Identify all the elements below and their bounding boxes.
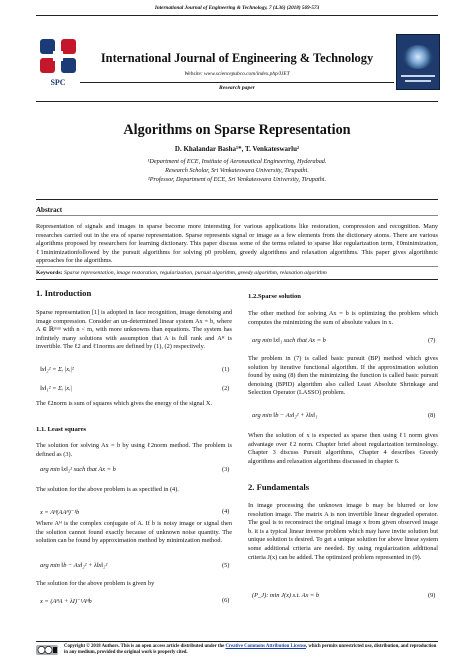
equation-5: arg min ‖b − Ax‖₂² + λ‖x‖₂² (40, 562, 108, 569)
copyright-text-end: , which permits unrestricted use, distribution, and reproduction in any medium, provided the original work is properly cited. (64, 644, 437, 656)
equation-6: x = (AᴴA + λI)⁻¹Aᴴb (40, 598, 92, 605)
license-link[interactable]: Creative Commons Attribution License (225, 644, 306, 649)
equation-number: (1) (222, 366, 230, 373)
abstract-text: Representation of signals and images in sparse become more interesting for various applications like restoration, compression and recognition. Many researches carried out in the era of sparse representation. Sparse represents signal or image as a few elements from the dictionary atoms. There are various algorithms proposed by researchers for learning dictionary. This paper discuss some of the terms related to sparse like regularization term, ℓ0minimization, ℓ1minimizationfollowed by the pursuit algorithms for solving p0 problem, greedy algorithms and relaxation algorithms. This paper gives algorithmic approaches for the algorithms. (36, 223, 438, 265)
fundamentals-paragraph: In image processing the unknown image b may be blurred or low resolution image. The matrix A is non invertible linear degraded operator. The goal is to reconstruct the original image x from given observed image b. it is a typical linear inverse problem which may have invite solution but unique solution is desired. To get a unique solution for above linear system some additional criteria are needed. By using regularization additional criteria J(x) can be added. The optimized problem represented in (9). (248, 502, 438, 561)
abstract-top-rule (36, 199, 438, 200)
section-heading-introduction: 1. Introduction (36, 288, 92, 298)
intro-paragraph: Sparse representation [1] is adopted in face recognition, image denoising and image compression. Consider an un-determined linear system Ax = b, where A ∈ ℝⁿˣᵐ with n < m, with more unknowns than equations. The system has infinitely many solutions with assumption that A is full rank and Aᴴ is invertible. The ℓ2 and ℓ1norms are defined by (1), (2) respectively. (36, 309, 232, 351)
equation-number: (3) (222, 466, 230, 473)
least-squares-paragraph: The solution for solving Ax = b by using ℓ2norm method. The problem is defined as (3). (36, 442, 232, 458)
paper-authors: D. Khalandar Basha¹*, T. Venkateswarlu² (174, 145, 300, 153)
equation-number: (4) (222, 508, 230, 515)
solution-given-paragraph: The solution for the above problem is given by (36, 580, 155, 587)
equation-number: (8) (428, 412, 436, 419)
equation-number: (2) (222, 385, 230, 392)
affiliation-line: ¹Department of ECE, Institute of Aeronautical Engineering, Hyderabad. (147, 158, 327, 165)
journal-cover-image (396, 34, 440, 90)
author-affiliations (30, 158, 444, 184)
keywords-rule (36, 266, 438, 267)
copyright-text: Copyright © 2018 Authors. This is an open access article distributed under the (64, 644, 226, 649)
equation-number: (6) (222, 597, 230, 604)
equation-2: ‖x‖₁² = Σᵢ |xᵢ| (40, 385, 72, 392)
affiliation-line: Research Scholar, Sri Venkateswara University, Tirupathi. (165, 166, 309, 174)
sparse-solution-paragraph: The other method for solving Ax = b is optimizing the problem which computes the minimizing the sum of absolute values in x. (248, 310, 438, 326)
header-sub-rule (80, 82, 394, 83)
equation-3: arg min ‖x‖₂² such that Ax = b (40, 466, 116, 473)
l2-norm-paragraph: The ℓ2norm is sum of squares which gives the energy of the signal X. (36, 400, 213, 407)
equation-number: (7) (428, 337, 436, 344)
equation-7: arg min ‖x‖₁ such that Ax = b (252, 337, 326, 344)
keywords (36, 270, 438, 276)
equation-9: (P_J): min J(x) s.t. Ax = b (252, 592, 320, 599)
keywords-label: Keywords: (36, 270, 63, 276)
logo-text: SPC (50, 78, 66, 87)
abstract-bottom-rule (36, 279, 438, 280)
journal-title: International Journal of Engineering & Technology (100, 51, 374, 65)
article-type-label: Research paper (219, 85, 255, 91)
abstract-heading-rule (36, 215, 438, 216)
section-heading-fundamentals: 2. Fundamentals (248, 482, 310, 492)
affiliation-line: ²Professor, Department of ECE, Sri Venkateswara University, Tirupathi. (147, 175, 327, 183)
subsection-heading-sparse-solution: 1.2.Sparse solution (248, 293, 301, 300)
paper-title: Algorithms on Sparse Representation (123, 122, 351, 138)
solution-paragraph: The solution for the above problem is as specified in (4). (36, 486, 179, 493)
abstract-heading: Abstract (36, 206, 63, 214)
noise-paragraph: Where Aᴴ is the complex conjugate of A. If b is noisy image or signal then the solution cannot found exactly because of unknown noise quantity. The solution can be found by approximation method by minimization method. (36, 520, 232, 545)
copyright-notice (64, 644, 438, 656)
footer-rule (36, 641, 438, 642)
equation-8: arg min ‖b − Ax‖₂² + λ‖x‖₁ (252, 412, 318, 419)
equation-4: x = Aᴴ(AAᴴ)⁻¹b (40, 509, 80, 516)
equation-number: (5) (222, 562, 230, 569)
header-bottom-rule (36, 101, 438, 102)
header-rule (36, 15, 438, 16)
l1-norm-paragraph: When the solution of x is expected as sparse then using ℓ1 norm gives advantage over ℓ2 norm. Chapter brief about regularization terminology. Chapter 3 discuss Pursuit algorithms, Chapter 4 describes Greedy algorithms and relaxation algorithms discussed in chapter 6. (248, 432, 438, 465)
creative-commons-icon (36, 645, 58, 655)
keywords-list: Sparse representation, image restoration, regularization, pursuit algorithm, greedy algorithm, relaxation algorithm (63, 270, 327, 276)
subsection-heading-least-squares: 1.1. Least squares (36, 426, 87, 433)
equation-1: ‖x‖₂² = Σᵢ |xᵢ|² (40, 366, 74, 373)
equation-number: (9) (428, 592, 436, 599)
journal-citation: International Journal of Engineering & Technology, 7 (4.36) (2018) 569-573 (154, 5, 320, 11)
basic-pursuit-paragraph: The problem in (7) is called basic pursuit (BP) method which gives solution by iterative functional algorithm. If the approximation solution found by using (8) then the minimizing the function is called basic pursuit denoising (BPID) algorithm also called Least Absolute Shrinkage and Selection Operator (LASSO) problem. (248, 355, 438, 397)
journal-website: Website: www.sciencepubco.com/index.php/IJET (184, 71, 290, 77)
